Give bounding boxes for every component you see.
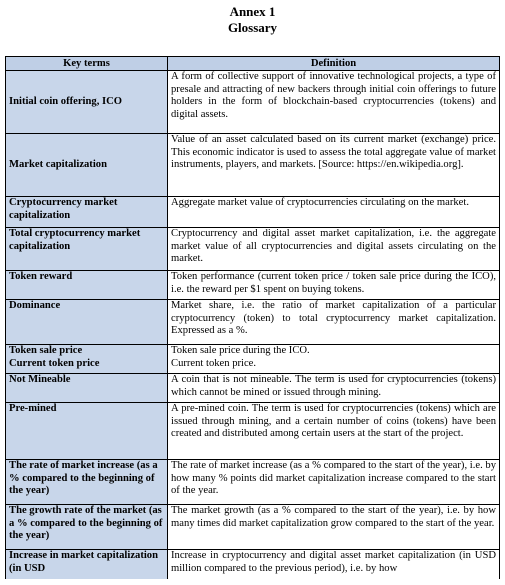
term-cell: Dominance	[6, 300, 168, 345]
term-cell: Total cryptocurrency market capitalization	[6, 228, 168, 271]
table-row	[6, 134, 500, 197]
definition-cell: The market growth (as a % compared to the start of the year), i.e. by how many times did market capitalization grow compared to the start of the year.	[168, 505, 500, 550]
table-row	[6, 271, 500, 300]
table-row	[6, 460, 500, 505]
term-cell: Pre-mined	[6, 403, 168, 460]
definition-cell: A coin that is not mineable. The term is used for cryptocurrencies (tokens) which cannot be mined or issued through mining.	[168, 374, 500, 403]
glossary-title: Glossary	[227, 20, 278, 35]
table-row	[6, 71, 500, 134]
term-cell: Increase in market capitalization (in USD	[6, 550, 168, 579]
table-row	[6, 505, 500, 550]
definition-cell: A pre-mined coin. The term is used for cryptocurrencies (tokens) which are issued through mining, and a certain number of coins (tokens) have been created and distributed among certain users at the start of the project.	[168, 403, 500, 460]
term-cell: Token sale price Current token price	[6, 345, 168, 374]
term-cell: Not Mineable	[6, 374, 168, 403]
term-cell: Market capitalization	[6, 134, 168, 197]
table-row	[6, 403, 500, 460]
term-cell: Token reward	[6, 271, 168, 300]
definition-cell: Aggregate market value of cryptocurrencies circulating on the market.	[168, 197, 500, 228]
term-cell: The growth rate of the market (as a % compared to the beginning of the year)	[6, 505, 168, 550]
glossary-table	[5, 56, 500, 579]
table-row	[6, 228, 500, 271]
table-row	[6, 550, 500, 579]
table-row	[6, 300, 500, 345]
term-cell: Cryptocurrency market capitalization	[6, 197, 168, 228]
definition-cell: Market share, i.e. the ratio of market capitalization of a particular cryptocurrency (token) to total cryptocurrency market capitalization. Expressed as a %.	[168, 300, 500, 345]
definition-cell: Token sale price during the ICO. Current token price.	[168, 345, 500, 374]
definition-cell: The rate of market increase (as a % compared to the start of the year), i.e. by how many % points did market capitalization increase compared to the start of the year.	[168, 460, 500, 505]
term-cell: Initial coin offering, ICO	[6, 71, 168, 134]
definition-cell: A form of collective support of innovative technological projects, a type of presale and attracting of new backers through initial coin offerings to future holders in the form of blockchain-based cryptocurrencies (tokens) and digital assets.	[168, 71, 500, 134]
term-cell: The rate of market increase (as a % compared to the beginning of the year)	[6, 460, 168, 505]
definition-cell: Token performance (current token price / token sale price during the ICO), i.e. the reward per $1 spent on buying tokens.	[168, 271, 500, 300]
table-row	[6, 374, 500, 403]
table-header-row	[6, 57, 500, 71]
definition-cell: Cryptocurrency and digital asset market capitalization, i.e. the aggregate market value of all cryptocurrencies and digital assets circulating on the market.	[168, 228, 500, 271]
table-row	[6, 345, 500, 374]
definition-cell: Value of an asset calculated based on its current market (exchange) price. This economic indicator is used to assess the total aggregate value of market instruments, players, and markets. [Source: https://en.wikipedia.org].	[168, 134, 500, 197]
annex-heading: Annex 1	[229, 4, 276, 19]
table-row	[6, 197, 500, 228]
definition-cell: Increase in cryptocurrency and digital asset market capitalization (in USD million compared to the previous period), i.e. by how	[168, 550, 500, 579]
column-header-definition: Definition	[168, 57, 500, 71]
column-header-key-terms: Key terms	[6, 57, 168, 71]
